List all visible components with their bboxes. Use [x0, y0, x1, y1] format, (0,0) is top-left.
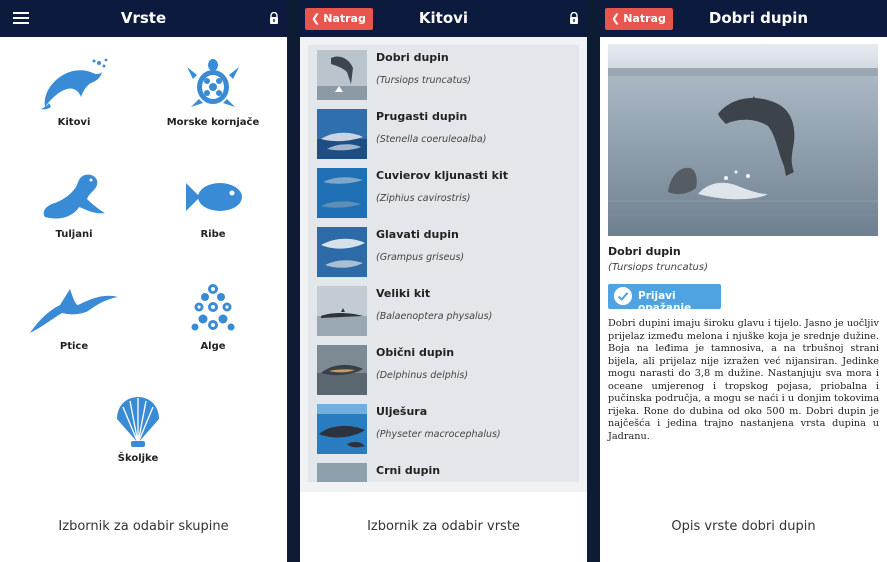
- back-label: Natrag: [623, 12, 666, 25]
- species-latin: (Delphinus delphis): [376, 370, 469, 381]
- turtle-icon: [183, 57, 243, 113]
- lock-icon: [569, 12, 579, 25]
- list-item[interactable]: [308, 163, 579, 222]
- species-name: Obični dupin: [376, 346, 455, 359]
- lock-icon: [269, 12, 279, 25]
- species-name: Dobri dupin: [608, 245, 681, 258]
- species-name: Glavati dupin: [376, 228, 459, 241]
- list-item[interactable]: [308, 222, 579, 281]
- species-latin: (Grampus griseus): [376, 252, 465, 263]
- list-item[interactable]: [308, 458, 579, 482]
- top-bar: [300, 0, 587, 37]
- page-title: Dobri dupin: [708, 9, 809, 27]
- species-thumbnail: [317, 109, 367, 159]
- species-thumbnail: [317, 463, 367, 482]
- category-label: Tuljani: [55, 229, 93, 240]
- species-thumbnail: [317, 345, 367, 395]
- species-photo: [608, 44, 878, 236]
- species-description: Dobri dupini imaju široku glavu i tijelo. Jasno je uočljiv prijelaz između melona i njuške koja je srednje dužine. Boja na leđima je tamnosiva, a na trbušnoj strani bijela, ali prijelaz nije izražen već nijansiran. Jedinke mogu narasti do 3,8 m dužine. Nastanjuju sva mora i oceane umjerenog i tropskog pojasa, priobalna i pučinska područja, a mogu se naći i u donjim tokovima rijeka. Rone do dubina od oko 500 m. Dobri dupin je najčešća i jedina trajno nastanjena vrsta dupina u Jadranu.: [608, 318, 879, 442]
- species-detail: [600, 37, 887, 492]
- seal-icon: [39, 169, 109, 225]
- category-morske-kornjace[interactable]: [153, 57, 273, 128]
- page-title: Kitovi: [418, 9, 469, 27]
- category-ribe[interactable]: [153, 169, 273, 240]
- species-list-screen: [300, 0, 587, 562]
- species-latin: (Tursiops truncatus): [608, 262, 708, 273]
- species-name: Dobri dupin: [376, 51, 449, 64]
- species-name: Cuvierov kljunasti kit: [376, 169, 508, 182]
- species-latin: (Tursiops truncatus): [376, 75, 471, 86]
- list-item[interactable]: [308, 340, 579, 399]
- list-item[interactable]: [308, 104, 579, 163]
- category-tuljani[interactable]: [14, 169, 134, 240]
- category-label: Morske kornjače: [166, 117, 260, 128]
- category-label: Ptice: [59, 341, 89, 352]
- category-label: Alge: [200, 341, 226, 352]
- category-ptice[interactable]: [14, 281, 134, 352]
- shell-icon: [113, 393, 163, 449]
- algae-icon: [185, 281, 241, 337]
- species-name: Prugasti dupin: [376, 110, 468, 123]
- category-label: Kitovi: [57, 117, 91, 128]
- category-label: Školjke: [117, 453, 159, 464]
- caption: Izbornik za odabir vrste: [300, 492, 587, 562]
- chevron-left-icon: ❮: [611, 12, 621, 25]
- species-name: Ulješura: [376, 405, 428, 418]
- species-name: Crni dupin: [376, 464, 441, 477]
- groups-screen: [0, 0, 287, 562]
- category-skoljke[interactable]: [78, 393, 198, 464]
- report-sighting-button[interactable]: [608, 284, 721, 314]
- caption: Izbornik za odabir skupine: [0, 492, 287, 562]
- species-thumbnail: [317, 404, 367, 454]
- category-alge[interactable]: [153, 281, 273, 352]
- species-thumbnail: [317, 286, 367, 336]
- species-detail-screen: [600, 0, 887, 562]
- category-grid: [0, 37, 287, 492]
- species-thumbnail: [317, 227, 367, 277]
- species-latin: (Physeter macrocephalus): [376, 429, 501, 440]
- category-label: Ribe: [200, 229, 226, 240]
- chevron-left-icon: ❮: [311, 12, 321, 25]
- category-kitovi[interactable]: [14, 57, 134, 128]
- species-latin: (Ziphius cavirostris): [376, 193, 471, 204]
- species-latin: (Stenella coeruleoalba): [376, 134, 487, 145]
- fish-icon: [180, 169, 246, 225]
- list-item[interactable]: [308, 281, 579, 340]
- species-list[interactable]: [308, 45, 579, 482]
- page-title: Vrste: [120, 9, 167, 27]
- whale-icon: [39, 57, 109, 113]
- species-thumbnail: [317, 168, 367, 218]
- list-item[interactable]: [308, 45, 579, 104]
- caption: Opis vrste dobri dupin: [600, 492, 887, 562]
- top-bar: [0, 0, 287, 37]
- list-item[interactable]: [308, 399, 579, 458]
- top-bar: [600, 0, 887, 37]
- report-sighting-label: Prijavi opažanje: [638, 290, 692, 314]
- species-latin: (Balaenoptera physalus): [376, 311, 493, 322]
- checkmark-icon: [614, 287, 632, 305]
- back-label: Natrag: [323, 12, 366, 25]
- species-thumbnail: [317, 50, 367, 100]
- species-list-area: [300, 37, 587, 492]
- species-name: Veliki kit: [376, 287, 431, 300]
- bird-icon: [26, 281, 122, 337]
